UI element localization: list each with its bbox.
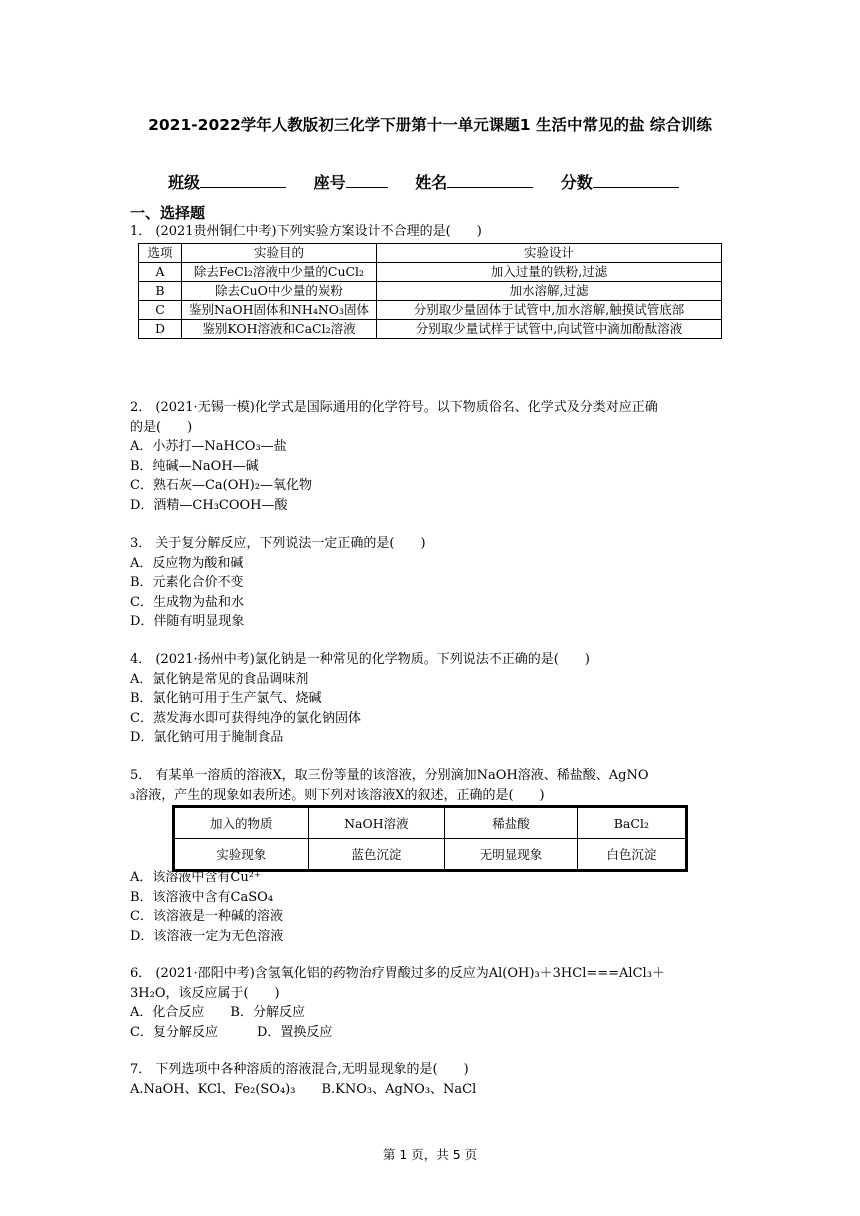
option-a: A．氯化钠是常见的食品调味剂 bbox=[130, 671, 309, 687]
table-cell: 加入过量的铁粉,过滤 bbox=[377, 263, 722, 282]
question-5-table bbox=[172, 805, 688, 872]
table-cell: D bbox=[139, 320, 182, 339]
table-cell: 分别取少量固体于试管中,加水溶解,触摸试管底部 bbox=[377, 301, 722, 320]
option-c: C．熟石灰—Ca(OH)₂—氧化物 bbox=[130, 478, 312, 493]
table-cell: BaCl₂ bbox=[577, 807, 686, 839]
score-label: 分数 bbox=[560, 173, 593, 192]
question-4 bbox=[130, 650, 730, 748]
option-d: D．氯化钠可用于腌制食品 bbox=[130, 730, 284, 745]
question-3 bbox=[130, 534, 730, 632]
question-1-stem bbox=[130, 222, 730, 242]
option-b: B．该溶液中含有CaSO₄ bbox=[130, 889, 274, 905]
question-7 bbox=[130, 1060, 730, 1099]
option-d: D．该溶液一定为无色溶液 bbox=[130, 928, 284, 944]
question-5-options bbox=[130, 868, 730, 946]
question-text-cont: ₃溶液，产生的现象如表所述。则下列对该溶液X的叙述，正确的是( ) bbox=[130, 787, 545, 803]
options-line-2: C．复分解反应 D．置换反应 bbox=[130, 1024, 333, 1040]
option-b: B．元素化合价不变 bbox=[130, 575, 244, 590]
question-text: 7． 下列选项中各种溶质的溶液混合,无明显现象的是( ) bbox=[130, 1062, 469, 1077]
table-row bbox=[174, 807, 687, 839]
option-a: A．该溶液中含有Cu²⁺ bbox=[130, 870, 261, 885]
option-d: D．伴随有明显现象 bbox=[130, 614, 245, 629]
option-a: A．反应物为酸和碱 bbox=[130, 555, 244, 571]
question-text: 2． (2021·无锡一模)化学式是国际通用的化学符号。以下物质俗名、化学式及分类对应正确 bbox=[130, 400, 658, 415]
question-2 bbox=[130, 398, 730, 515]
table-header-cell: 选项 bbox=[139, 244, 182, 263]
table-row bbox=[174, 839, 687, 871]
question-text-cont: 3H₂O，该反应属于( ) bbox=[130, 985, 280, 1001]
table-row bbox=[139, 282, 722, 301]
table-cell: 白色沉淀 bbox=[577, 839, 686, 871]
table-cell: 除去CuO中少量的炭粉 bbox=[182, 282, 377, 301]
options-line-1: A．化合反应 B．分解反应 bbox=[130, 1005, 305, 1020]
document-title: 2021-2022学年人教版初三化学下册第十一单元课题1 生活中常见的盐 综合训练 bbox=[148, 116, 712, 134]
option-c: C．生成物为盐和水 bbox=[130, 594, 244, 610]
table-cell: 分别取少量试样于试管中,向试管中滴加酚酞溶液 bbox=[377, 320, 722, 339]
table-cell: 蓝色沉淀 bbox=[308, 839, 445, 871]
question-text: 4． (2021·扬州中考)氯化钠是一种常见的化学物质。下列说法不正确的是( ) bbox=[130, 652, 590, 667]
option-a: A．小苏打—NaHCO₃—盐 bbox=[130, 439, 287, 454]
table-row bbox=[139, 263, 722, 282]
question-text: 1． (2021贵州铜仁中考)下列实验方案设计不合理的是( ) bbox=[130, 224, 482, 239]
question-text-cont: 的是( ) bbox=[130, 419, 193, 435]
class-blank bbox=[200, 173, 286, 188]
option-c: C．该溶液是一种碱的溶液 bbox=[130, 909, 283, 924]
table-row bbox=[139, 301, 722, 320]
table-header-row bbox=[139, 244, 722, 263]
table-row bbox=[139, 320, 722, 339]
page-footer: 第 1 页，共 5 页 bbox=[382, 1147, 478, 1162]
question-1-table bbox=[138, 243, 722, 339]
table-cell: 除去FeCl₂溶液中少量的CuCl₂ bbox=[182, 263, 377, 282]
table-cell: 加入的物质 bbox=[174, 807, 309, 839]
question-text: 5． 有某单一溶质的溶液X，取三份等量的该溶液，分别滴加NaOH溶液、稀盐酸、AgNO bbox=[130, 768, 649, 783]
option-b: B．氯化钠可用于生产氯气、烧碱 bbox=[130, 691, 322, 706]
seat-label: 座号 bbox=[313, 173, 346, 192]
table-header-cell: 实验设计 bbox=[377, 244, 722, 263]
table-cell: 实验现象 bbox=[174, 839, 309, 871]
class-label: 班级 bbox=[168, 173, 201, 192]
table-cell: A bbox=[139, 263, 182, 282]
student-info-line bbox=[168, 170, 728, 193]
table-cell: 稀盐酸 bbox=[445, 807, 578, 839]
table-header-cell: 实验目的 bbox=[182, 244, 377, 263]
question-5-stem bbox=[130, 766, 730, 805]
table-cell: 鉴别NaOH固体和NH₄NO₃固体 bbox=[182, 301, 377, 320]
options-line-1: A.NaOH、KCl、Fe₂(SO₄)₃ B.KNO₃、AgNO₃、NaCl bbox=[130, 1081, 477, 1097]
question-text: 3． 关于复分解反应，下列说法一定正确的是( ) bbox=[130, 536, 426, 551]
option-c: C．蒸发海水即可获得纯净的氯化钠固体 bbox=[130, 710, 361, 726]
section-heading: 一、选择题 bbox=[130, 204, 206, 222]
option-b: B．纯碱—NaOH—碱 bbox=[130, 458, 259, 474]
question-6 bbox=[130, 964, 730, 1042]
question-text: 6． (2021·邵阳中考)含氢氧化铝的药物治疗胃酸过多的反应为Al(OH)₃＋3HCl===AlCl₃＋ bbox=[130, 966, 665, 981]
name-blank bbox=[447, 173, 533, 188]
table-cell: NaOH溶液 bbox=[308, 807, 445, 839]
option-d: D．酒精—CH₃COOH—酸 bbox=[130, 497, 288, 513]
seat-blank bbox=[346, 173, 388, 188]
table-cell: C bbox=[139, 301, 182, 320]
table-cell: B bbox=[139, 282, 182, 301]
table-cell: 无明显现象 bbox=[445, 839, 578, 871]
table-cell: 加水溶解,过滤 bbox=[377, 282, 722, 301]
name-label: 姓名 bbox=[415, 173, 448, 192]
score-blank bbox=[593, 173, 679, 188]
table-cell: 鉴别KOH溶液和CaCl₂溶液 bbox=[182, 320, 377, 339]
